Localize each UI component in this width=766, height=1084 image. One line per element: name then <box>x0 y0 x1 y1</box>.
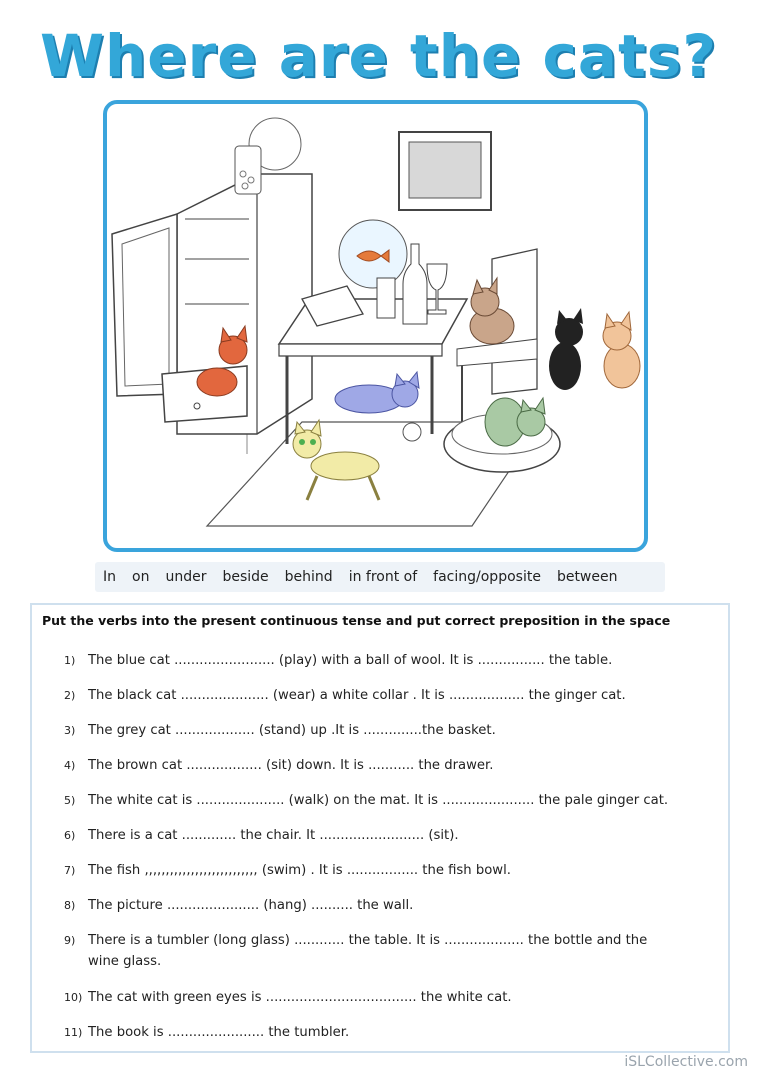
exercise-item <box>64 720 724 741</box>
item-text: The brown cat .................. (sit) down. It is ........... the drawer. <box>88 758 494 773</box>
item-number: 9) <box>64 934 76 947</box>
item-text: The book is ....................... the tumbler. <box>88 1025 350 1040</box>
item-text: The picture ...................... (hang) .......... the wall. <box>88 898 414 913</box>
instructions: Put the verbs into the present continuous tense and put correct preposition in the space <box>42 613 671 628</box>
item-text: The fish ,,,,,,,,,,,,,,,,,,,,,,,,,,, (swim) . It is ................. the fish bowl. <box>88 863 511 878</box>
room-illustration <box>107 104 644 548</box>
white-cat-icon <box>293 420 379 500</box>
exercise-box <box>30 603 730 1053</box>
item-number: 8) <box>64 899 76 912</box>
exercise-item <box>64 755 724 776</box>
item-number: 3) <box>64 724 76 737</box>
word-bank-item: In <box>103 569 117 585</box>
item-text: There is a cat ............. the chair. It ......................... (sit). <box>88 828 459 843</box>
word-bank-item: in front of <box>348 569 418 585</box>
word-bank-item: beside <box>222 569 269 585</box>
item-text: The cat with green eyes is .................................... the white cat. <box>88 990 512 1005</box>
item-number: 5) <box>64 794 76 807</box>
exercise-item <box>64 860 724 881</box>
ginger-cat-icon <box>603 312 640 388</box>
item-text: The blue cat ........................ (play) with a ball of wool. It is ................ the table. <box>88 653 613 668</box>
item-number: 4) <box>64 759 76 772</box>
exercise-item <box>64 1022 724 1043</box>
item-number: 10) <box>64 991 83 1004</box>
item-text: The white cat is ..................... (walk) on the mat. It is ...................... the pale ginger cat. <box>88 793 669 808</box>
item-text-continued: wine glass. <box>88 954 162 969</box>
black-cat-icon <box>549 308 583 390</box>
item-text: There is a tumbler (long glass) ............ the table. It is ................... the bottle and the <box>88 933 648 948</box>
exercise-item <box>64 685 724 706</box>
exercise-item <box>64 825 724 846</box>
item-number: 7) <box>64 864 76 877</box>
exercise-item <box>64 895 724 916</box>
exercise-item <box>64 650 724 671</box>
item-number: 6) <box>64 829 76 842</box>
item-text: The grey cat ................... (stand) up .It is ..............the basket. <box>88 723 496 738</box>
item-text: The black cat ..................... (wear) a white collar . It is .................. the ginger cat. <box>88 688 626 703</box>
item-number: 2) <box>64 689 76 702</box>
word-bank-item: between <box>556 569 618 585</box>
word-bank-item: on <box>132 569 150 585</box>
word-bank-item: behind <box>284 569 333 585</box>
illustration-frame <box>103 100 648 552</box>
worksheet-title: Where are the cats? <box>40 22 717 90</box>
blue-cat-icon <box>335 372 421 441</box>
watermark: iSLCollective.com <box>624 1054 748 1070</box>
word-bank-item: under <box>165 569 207 585</box>
exercise-item <box>64 790 724 811</box>
exercise-item <box>64 987 724 1008</box>
exercise-item <box>64 930 724 972</box>
item-number: 1) <box>64 654 76 667</box>
item-number: 11) <box>64 1026 83 1039</box>
preposition-word-bank <box>95 562 665 592</box>
word-bank-item: facing/opposite <box>433 569 541 585</box>
